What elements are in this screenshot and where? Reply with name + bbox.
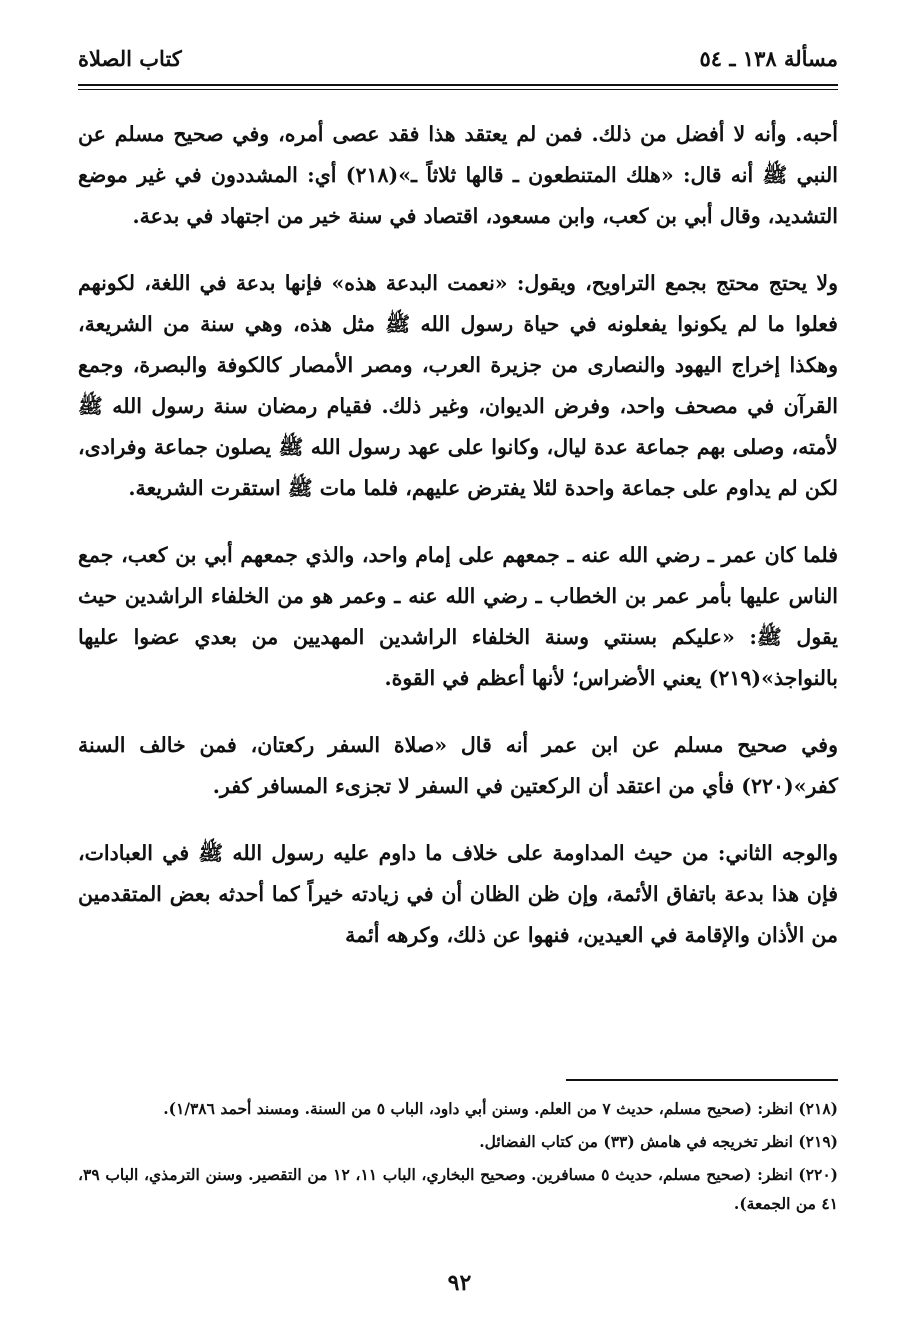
paragraph-4-text: وفي صحيح مسلم عن ابن عمر أنه قال «صلاة السفر ركعتان، فمن خالف السنة كفر»(٢٢٠) فأي من اعتقد أن الركعتين في السفر لا تجزىء المسافر كفر. <box>78 733 838 798</box>
footnote-220: (٢٢٠) انظر: (صحيح مسلم، حديث ٥ مسافرين. وصحيح البخاري، الباب ١١، ١٢ من التقصير. وسنن الترمذي، الباب ٣٩، ٤١ من الجمعة). <box>78 1165 839 1213</box>
header-rule-thick <box>78 84 838 86</box>
paragraph-3 <box>78 535 838 699</box>
paragraph-3-text: فلما كان عمر ـ رضي الله عنه ـ جمعهم على إمام واحد، والذي جمعهم أبي بن كعب، جمع الناس عليها بأمر عمر بن الخطاب ـ رضي الله عنه ـ وعمر هو من الخلفاء الراشدين حيث يقول ﷺ: «عليكم بسنتي وسنة الخلفاء الراشدين المهديين من بعدي عضوا عليها بالنواجذ»(٢١٩) يعني الأضراس؛ لأنها أعظم في القوة. <box>78 543 838 690</box>
footnote-219: (٢١٩) انظر تخريجه في هامش (٣٣) من كتاب الفضائل. <box>479 1132 838 1151</box>
paragraph-5 <box>78 833 838 956</box>
footnotes <box>78 1094 838 1222</box>
paragraph-2 <box>78 263 838 509</box>
footnote-separator <box>566 1079 838 1081</box>
paragraph-2-text: ولا يحتج محتج بجمع التراويح، ويقول: «نعمت البدعة هذه» فإنها بدعة في اللغة، لكونهم فعلوا ما لم يكونوا يفعلونه في حياة رسول الله ﷺ مثل هذه، وهي سنة من الشريعة، وهكذا إخراج اليهود والنصارى من جزيرة العرب، ومصر الأمصار كالكوفة والبصرة، وجمع القرآن في مصحف واحد، وفرض الديوان، وغير ذلك. فقيام رمضان سنة رسول الله ﷺ لأمته، وصلى بهم جماعة عدة ليال، وكانوا على عهد رسول الله ﷺ يصلون جماعة وفرادى، لكن لم يداوم على جماعة واحدة لئلا يفترض عليهم، فلما مات ﷺ استقرت الشريعة. <box>78 271 838 500</box>
header-issue-number: مسألة ١٣٨ ـ ٥٤ <box>699 45 838 71</box>
main-text <box>78 114 838 956</box>
paragraph-5-text: من حيث المداومة على خلاف ما داوم عليه رسول الله ﷺ في العبادات، فإن هذا بدعة باتفاق الأئمة، وإن ظن الظان أن في زيادته خيراً كما أحدثه بعض المتقدمين من الأذان والإقامة في العيدين، فنهوا عن ذلك، وكرهه أئمة <box>78 841 838 947</box>
paragraph-1 <box>78 114 838 237</box>
paragraph-4 <box>78 725 838 807</box>
paragraph-5-lead: والوجه الثاني: <box>717 841 838 865</box>
paragraph-1-text: أحبه. وأنه لا أفضل من ذلك. فمن لم يعتقد هذا فقد عصى أمره، وفي صحيح مسلم عن النبي ﷺ أنه قال: «هلك المتنطعون ـ قالها ثلاثاً ـ»(٢١٨) أي: المشددون في غير موضع التشديد، وقال أبي بن كعب، وابن مسعود، اقتصاد في سنة خير من اجتهاد في بدعة. <box>78 122 838 228</box>
header-rule-thin <box>78 89 838 90</box>
footnote-218: (٢١٨) انظر: (صحيح مسلم، حديث ٧ من العلم. وسنن أبي داود، الباب ٥ من السنة. ومسند أحمد ١/٣٨٦). <box>163 1099 838 1118</box>
running-header <box>78 38 838 78</box>
header-book-title: كتاب الصلاة <box>78 45 182 71</box>
page-number: ٩٢ <box>447 1270 472 1296</box>
